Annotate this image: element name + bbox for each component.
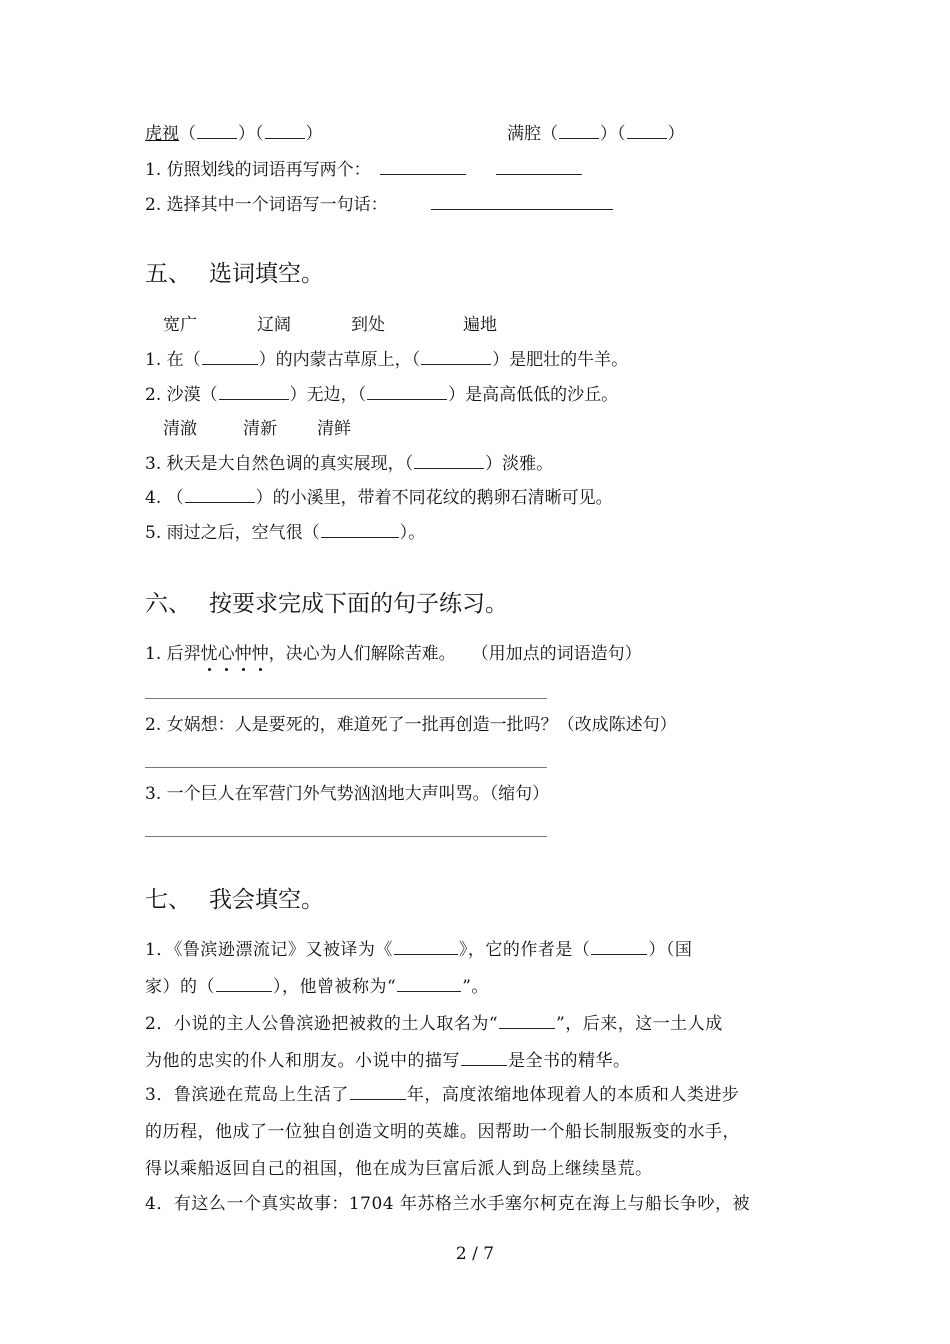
s5-question-1: 1. 在（ ）的内蒙古草原上，（ ）是肥壮的牛羊。 (145, 350, 629, 370)
answer-blank[interactable] (185, 488, 255, 503)
word-bank-2: 清澈 清新 清鲜 (163, 419, 351, 439)
dotted-char: 忧 (200, 644, 218, 664)
answer-line[interactable] (145, 836, 547, 837)
answer-blank[interactable] (421, 350, 491, 365)
answer-blank[interactable] (431, 195, 613, 210)
s7-question-2a: 2．小说的主人公鲁滨逊把被救的土人取名为“ ”，后来，这一土人成 (145, 1014, 723, 1034)
s5-question-5: 5. 雨过之后，空气很（ ）。 (145, 523, 426, 543)
word-row-2: 满腔（ ）（ ） (507, 124, 685, 144)
s7-question-2b: 为他的忠实的仆人和朋友。小说中的描写 是全书的精华。 (145, 1051, 631, 1071)
section-6-heading: 六、 按要求完成下面的句子练习。 (145, 591, 508, 617)
s5-question-2: 2. 沙漠（ ）无边，（ ）是高高低低的沙丘。 (145, 385, 619, 405)
underlined-word: 虎视 (145, 124, 179, 144)
dotted-char: 忡 (234, 644, 252, 664)
dotted-char: 忡 (251, 644, 269, 664)
section-5-heading: 五、 选词填空。 (145, 261, 324, 287)
answer-line[interactable] (145, 698, 547, 699)
top-question-2: 2. 选择其中一个词语写一句话： (145, 195, 614, 215)
answer-blank[interactable] (496, 160, 582, 175)
answer-blank[interactable] (265, 124, 305, 139)
section-7-heading: 七、 我会填空。 (145, 887, 324, 913)
answer-blank[interactable] (202, 350, 258, 365)
s7-question-4: 4．有这么一个真实故事：1704 年苏格兰水手塞尔柯克在海上与船长争吵，被 (145, 1194, 750, 1214)
answer-blank[interactable] (414, 454, 484, 469)
s5-question-4: 4. （ ）的小溪里，带着不同花纹的鹅卵石清晰可见。 (145, 488, 613, 508)
s6-question-1: 1. 后羿忧心忡忡，决心为人们解除苦难。 （用加点的词语造句） (145, 644, 642, 664)
answer-line[interactable] (145, 767, 547, 768)
answer-blank[interactable] (216, 977, 272, 992)
word: 满腔 (507, 124, 541, 144)
answer-blank[interactable] (499, 1014, 555, 1029)
answer-blank[interactable] (397, 977, 461, 992)
answer-blank[interactable] (197, 124, 237, 139)
s7-question-3c: 得以乘船返回自己的祖国，他在成为巨富后派人到岛上继续垦荒。 (145, 1159, 653, 1179)
top-question-1: 1. 仿照划线的词语再写两个： (145, 160, 583, 180)
answer-blank[interactable] (350, 1085, 406, 1100)
s6-question-3: 3. 一个巨人在军营门外气势汹汹地大声叫骂。（缩句） (145, 784, 550, 804)
s7-question-1a: 1．《鲁滨逊漂流记》又被译为《 》，它的作者是（ ）（国 (145, 940, 693, 960)
answer-blank[interactable] (380, 160, 466, 175)
page-number: 2 / 7 (455, 1244, 495, 1264)
s7-question-1b: 家）的（ ），他曾被称为“ ”。 (145, 977, 489, 997)
answer-blank[interactable] (367, 385, 447, 400)
s5-question-3: 3. 秋天是大自然色调的真实展现，（ ）淡雅。 (145, 454, 554, 474)
s7-question-3b: 的历程，他成了一位独自创造文明的英雄。因帮助一个船长制服叛变的水手， (145, 1122, 740, 1142)
s6-question-2: 2. 女娲想：人是要死的，难道死了一批再创造一批吗？（改成陈述句） (145, 715, 677, 735)
answer-blank[interactable] (559, 124, 599, 139)
answer-blank[interactable] (461, 1051, 507, 1066)
dotted-char: 心 (217, 644, 235, 664)
answer-blank[interactable] (591, 940, 647, 955)
word-row: 虎视（ ）（ ） (145, 124, 323, 144)
word-bank-1: 宽广 辽阔 到处 遍地 (163, 315, 497, 335)
s7-question-3a: 3．鲁滨逊在荒岛上生活了 年，高度浓缩地体现着人的本质和人类进步 (145, 1085, 740, 1105)
answer-blank[interactable] (321, 523, 399, 538)
answer-blank[interactable] (394, 940, 458, 955)
answer-blank[interactable] (627, 124, 667, 139)
answer-blank[interactable] (219, 385, 289, 400)
